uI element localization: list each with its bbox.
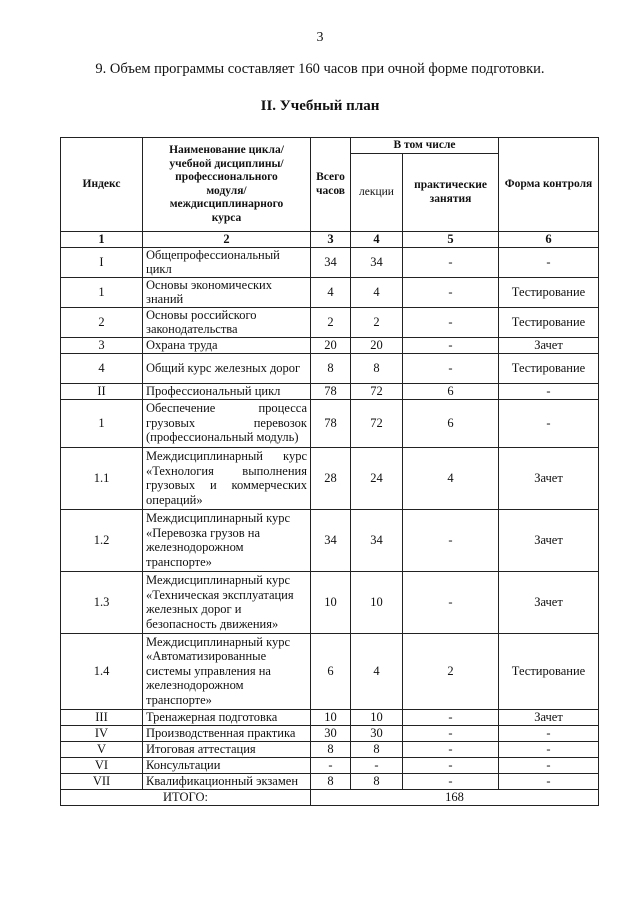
table-row — [61, 725, 599, 741]
cell-control: Тестирование — [499, 307, 599, 337]
cell-lectures: - — [351, 757, 403, 773]
header-lectures: лекции — [351, 154, 403, 232]
cell-lectures: 8 — [351, 773, 403, 789]
cell-name: Основы российского законодательства — [143, 307, 311, 337]
total-value: 168 — [311, 789, 599, 805]
column-number: 5 — [403, 232, 499, 248]
cell-index: II — [61, 383, 143, 399]
column-number: 2 — [143, 232, 311, 248]
table-row — [61, 571, 599, 633]
cell-practical: - — [403, 337, 499, 353]
cell-practical: - — [403, 571, 499, 633]
table-row — [61, 757, 599, 773]
header-index: Индекс — [61, 138, 143, 232]
cell-practical: - — [403, 725, 499, 741]
cell-index: VII — [61, 773, 143, 789]
cell-practical: - — [403, 757, 499, 773]
cell-total: 8 — [311, 741, 351, 757]
header-control-form: Форма контроля — [499, 138, 599, 232]
cell-lectures: 34 — [351, 247, 403, 277]
cell-name: Консультации — [143, 757, 311, 773]
column-number: 4 — [351, 232, 403, 248]
cell-total: 8 — [311, 773, 351, 789]
cell-lectures: 2 — [351, 307, 403, 337]
table-row — [61, 741, 599, 757]
cell-name: Общий курс железных дорог — [143, 353, 311, 383]
cell-control: Зачет — [499, 571, 599, 633]
cell-name: Междисциплинарный курс «Техническая эксплуатация железных дорог и безопасность движения» — [143, 571, 311, 633]
cell-index: 1.4 — [61, 633, 143, 709]
header-name: Наименование цикла/ учебной дисциплины/ профессионального модуля/ междисциплинарного курса — [143, 138, 311, 232]
cell-lectures: 72 — [351, 399, 403, 447]
cell-total: 2 — [311, 307, 351, 337]
header-total-hours: Всего часов — [311, 138, 351, 232]
cell-total: 30 — [311, 725, 351, 741]
cell-lectures: 20 — [351, 337, 403, 353]
cell-total: 34 — [311, 509, 351, 571]
cell-index: 1.2 — [61, 509, 143, 571]
cell-practical: 6 — [403, 383, 499, 399]
table-row — [61, 709, 599, 725]
table-row — [61, 447, 599, 509]
table-row — [61, 399, 599, 447]
cell-name: Междисциплинарный курс «Технология выполнения грузовых и коммерческих операций» — [143, 447, 311, 509]
cell-control: Тестирование — [499, 277, 599, 307]
column-number: 6 — [499, 232, 599, 248]
cell-total: 10 — [311, 709, 351, 725]
cell-index: VI — [61, 757, 143, 773]
cell-control: Зачет — [499, 509, 599, 571]
cell-name: Охрана труда — [143, 337, 311, 353]
cell-control: Зачет — [499, 709, 599, 725]
cell-control: - — [499, 399, 599, 447]
cell-index: 1.1 — [61, 447, 143, 509]
section-title: II. Учебный план — [260, 98, 380, 114]
cell-name: Междисциплинарный курс «Перевозка грузов на железнодорожном транспорте» — [143, 509, 311, 571]
cell-total: 78 — [311, 383, 351, 399]
cell-name: Междисциплинарный курс «Автоматизированные системы управления на железнодорожном транспорте» — [143, 633, 311, 709]
table-row — [61, 353, 599, 383]
total-row — [61, 789, 599, 805]
cell-control: - — [499, 247, 599, 277]
cell-lectures: 10 — [351, 709, 403, 725]
cell-practical: - — [403, 509, 499, 571]
cell-index: 1 — [61, 399, 143, 447]
cell-practical: 2 — [403, 633, 499, 709]
cell-total: 78 — [311, 399, 351, 447]
cell-name: Общепрофессиональный цикл — [143, 247, 311, 277]
table-row — [61, 383, 599, 399]
cell-control: - — [499, 383, 599, 399]
cell-lectures: 4 — [351, 633, 403, 709]
cell-total: 8 — [311, 353, 351, 383]
cell-practical: - — [403, 709, 499, 725]
table-row — [61, 277, 599, 307]
cell-name: Квалификационный экзамен — [143, 773, 311, 789]
cell-index: 4 — [61, 353, 143, 383]
cell-total: 34 — [311, 247, 351, 277]
table-row — [61, 247, 599, 277]
cell-lectures: 8 — [351, 353, 403, 383]
program-volume-statement: 9. Объем программы составляет 160 часов при очной форме подготовки. — [95, 61, 545, 77]
cell-index: 2 — [61, 307, 143, 337]
table-row — [61, 509, 599, 571]
cell-practical: - — [403, 247, 499, 277]
cell-practical: - — [403, 307, 499, 337]
cell-total: - — [311, 757, 351, 773]
cell-lectures: 24 — [351, 447, 403, 509]
cell-total: 4 — [311, 277, 351, 307]
cell-name: Профессиональный цикл — [143, 383, 311, 399]
header-practical: практические занятия — [403, 154, 499, 232]
cell-name: Обеспечение процесса грузовых перевозок (профессиональный модуль) — [143, 399, 311, 447]
cell-practical: 4 — [403, 447, 499, 509]
cell-lectures: 4 — [351, 277, 403, 307]
cell-index: 3 — [61, 337, 143, 353]
cell-control: Тестирование — [499, 633, 599, 709]
cell-index: 1.3 — [61, 571, 143, 633]
column-number: 1 — [61, 232, 143, 248]
cell-index: V — [61, 741, 143, 757]
cell-control: - — [499, 741, 599, 757]
cell-lectures: 8 — [351, 741, 403, 757]
cell-lectures: 10 — [351, 571, 403, 633]
cell-practical: - — [403, 741, 499, 757]
cell-lectures: 72 — [351, 383, 403, 399]
table-row — [61, 633, 599, 709]
cell-practical: - — [403, 277, 499, 307]
cell-control: - — [499, 725, 599, 741]
cell-control: Тестирование — [499, 353, 599, 383]
cell-control: - — [499, 757, 599, 773]
cell-index: I — [61, 247, 143, 277]
cell-total: 28 — [311, 447, 351, 509]
cell-index: IV — [61, 725, 143, 741]
cell-name: Итоговая аттестация — [143, 741, 311, 757]
table-row — [61, 773, 599, 789]
cell-practical: - — [403, 353, 499, 383]
cell-name: Тренажерная подготовка — [143, 709, 311, 725]
column-number: 3 — [311, 232, 351, 248]
cell-practical: 6 — [403, 399, 499, 447]
cell-total: 10 — [311, 571, 351, 633]
cell-control: Зачет — [499, 337, 599, 353]
cell-total: 20 — [311, 337, 351, 353]
page-number: 3 — [316, 30, 324, 45]
cell-control: - — [499, 773, 599, 789]
cell-name: Производственная практика — [143, 725, 311, 741]
cell-control: Зачет — [499, 447, 599, 509]
cell-lectures: 30 — [351, 725, 403, 741]
curriculum-table — [60, 137, 599, 806]
cell-practical: - — [403, 773, 499, 789]
cell-index: III — [61, 709, 143, 725]
cell-name: Основы экономических знаний — [143, 277, 311, 307]
table-row — [61, 337, 599, 353]
cell-total: 6 — [311, 633, 351, 709]
cell-index: 1 — [61, 277, 143, 307]
column-number-row — [61, 232, 599, 248]
table-row — [61, 307, 599, 337]
total-label: ИТОГО: — [61, 789, 311, 805]
header-including: В том числе — [351, 138, 499, 154]
cell-lectures: 34 — [351, 509, 403, 571]
